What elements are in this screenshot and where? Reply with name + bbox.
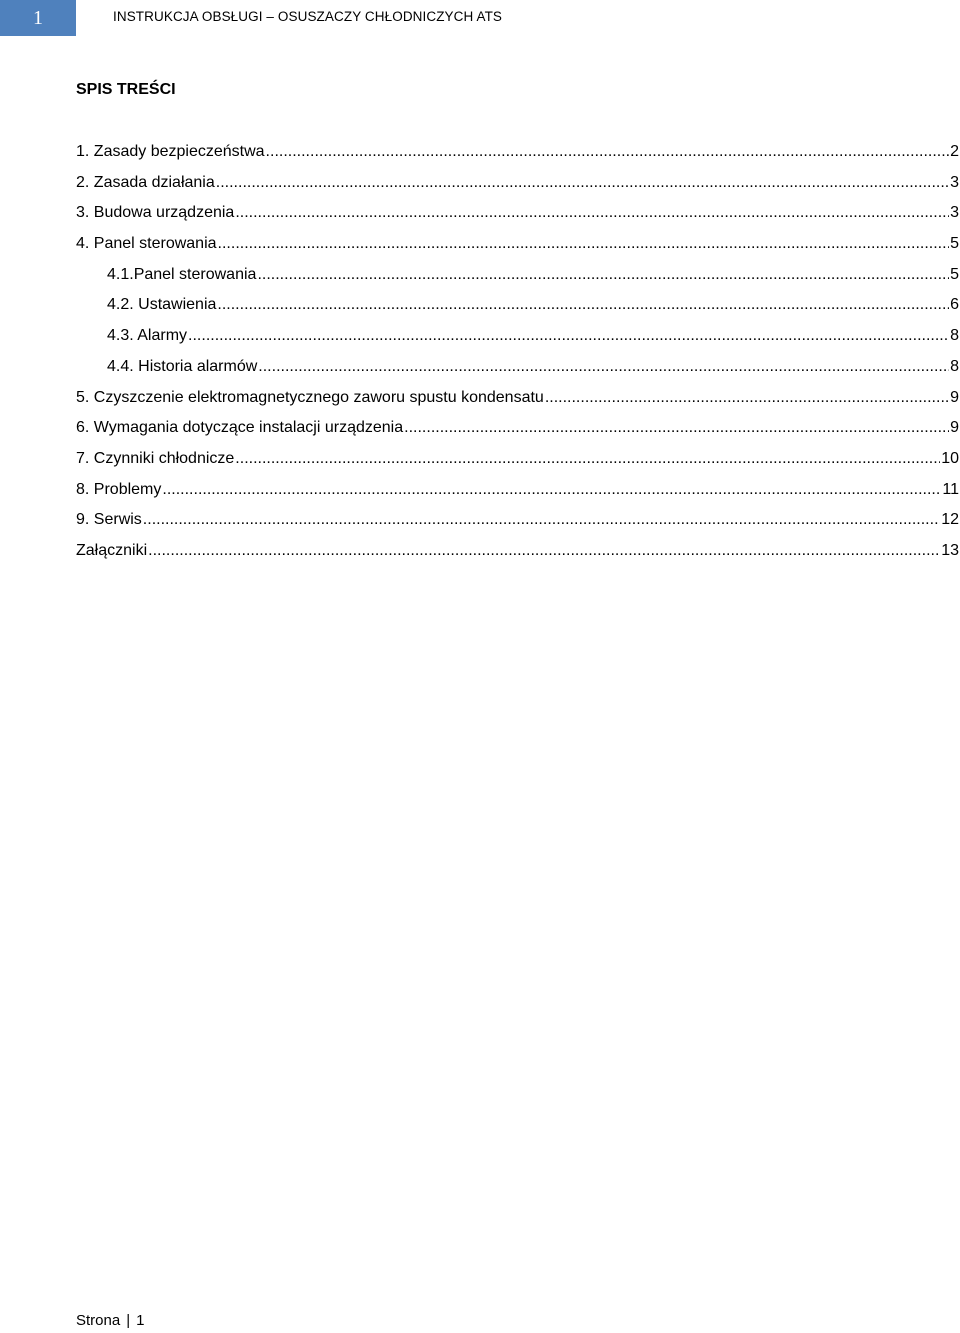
toc-entry-title: 4.1.Panel sterowania [107,265,257,283]
toc-leader-dots [235,448,940,470]
toc-entry[interactable] [76,202,959,233]
toc-entry-title: 1. Zasady bezpieczeństwa [76,143,265,160]
toc-entry-page: 9 [950,419,959,437]
toc-leader-dots [404,417,949,439]
toc-subentry[interactable] [76,325,959,356]
toc-heading: SPIS TREŚCI [76,81,176,98]
toc-entry[interactable] [76,141,959,172]
toc-entry-page: 13 [941,541,959,559]
toc-leader-dots [235,202,949,224]
toc-entry-page: 5 [950,265,959,283]
toc-subentry[interactable] [76,356,959,387]
toc-entry[interactable] [76,479,959,510]
footer-label: Strona [76,1312,121,1329]
toc-leader-dots [162,479,941,501]
toc-leader-dots [216,172,949,194]
page-footer [76,1310,144,1332]
toc-entry[interactable] [76,417,959,448]
toc-entry-title: 4.3. Alarmy [107,327,188,345]
toc-leader-dots [217,294,949,316]
toc-entry[interactable] [76,509,959,540]
toc-leader-dots [257,264,949,286]
toc-entry-title: 7. Czynniki chłodnicze [76,449,235,467]
header-page-number: 1 [0,0,76,36]
toc-entry-title: 5. Czyszczenie elektromagnetycznego zaworu spustu kondensatu [76,388,544,406]
toc-entry-title: 9. Serwis [76,511,142,529]
toc-entry[interactable] [76,172,959,203]
footer-page-number: 1 [136,1312,145,1329]
toc-leader-dots [188,325,949,347]
toc-entry-title: Załączniki [76,541,148,559]
toc-entry-page: 5 [950,235,959,253]
toc-entry-page: 8 [950,327,959,345]
toc-leader-dots [545,387,949,409]
toc-entry[interactable] [76,448,959,479]
header-title: INSTRUKCJA OBSŁUGI – OSUSZACZY CHŁODNICZYCH ATS [113,9,503,24]
toc-leader-dots [258,356,949,378]
toc-entry-page: 2 [950,143,959,160]
toc-leader-dots [148,540,940,562]
toc-entry-page: 6 [950,296,959,314]
toc-entry-title: 6. Wymagania dotyczące instalacji urządzenia [76,419,404,437]
toc-entry-title: 3. Budowa urządzenia [76,204,235,222]
footer-separator: | [126,1312,131,1329]
toc-entry-page: 3 [950,173,959,191]
toc-subentry[interactable] [76,294,959,325]
toc-entry-page: 3 [950,204,959,222]
toc-entry-title: 4.2. Ustawienia [107,296,217,314]
toc-entry-page: 10 [941,449,959,467]
toc-entry-page: 8 [950,357,959,375]
toc-entry-title: 4. Panel sterowania [76,235,217,253]
toc-entry-page: 11 [942,480,959,498]
toc-leader-dots [266,141,950,163]
toc-entry-title: 2. Zasada działania [76,173,215,191]
toc-entry-title: 4.4. Historia alarmów [107,357,258,375]
toc-entry[interactable] [76,540,959,571]
toc-entry[interactable] [76,233,959,264]
toc-entry-page: 9 [950,388,959,406]
toc-leader-dots [143,509,940,531]
toc-subentry[interactable] [76,264,959,295]
toc-entry-page: 12 [941,511,959,529]
table-of-contents [76,141,959,571]
toc-entry-title: 8. Problemy [76,480,162,498]
toc-leader-dots [218,233,950,255]
toc-entry[interactable] [76,387,959,418]
